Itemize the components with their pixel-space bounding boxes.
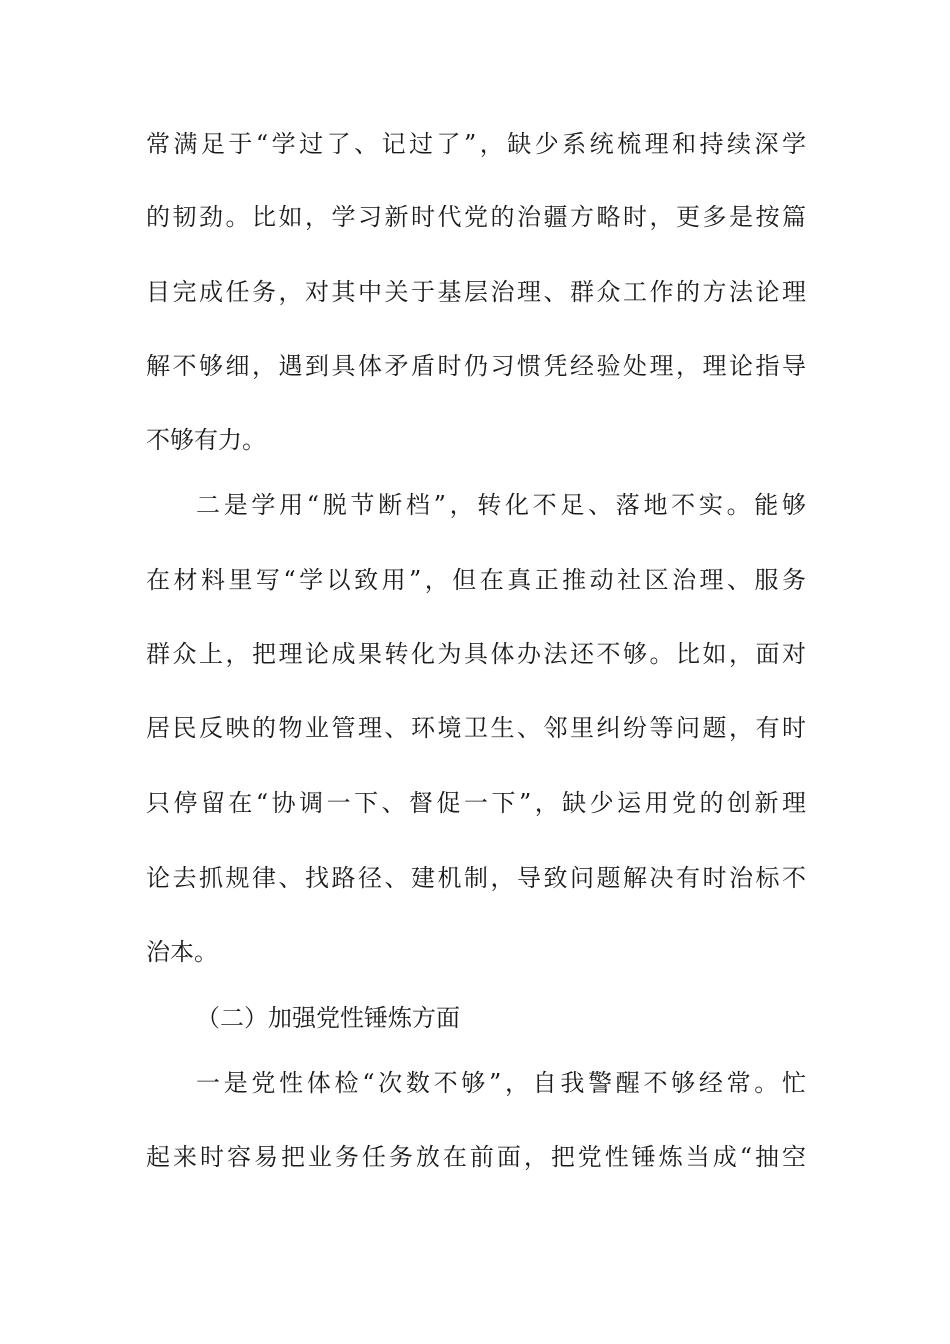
text-line-4: 解不够细，遇到具体矛盾时仍习惯凭经验处理，理论指导 bbox=[146, 352, 806, 380]
text-line-6: 二是学用“脱节断档”，转化不足、落地不实。能够 bbox=[196, 491, 806, 519]
text-line-14: 一是党性体检“次数不够”，自我警醒不够经常。忙 bbox=[196, 1069, 806, 1097]
text-line-12: 治本。 bbox=[146, 938, 218, 966]
section-heading: （二）加强党性锤炼方面 bbox=[196, 1004, 460, 1032]
text-line-9: 居民反映的物业管理、环境卫生、邻里纠纷等问题，有时 bbox=[146, 714, 806, 742]
text-line-11: 论去抓规律、找路径、建机制，导致问题解决有时治标不 bbox=[146, 864, 806, 892]
text-line-7: 在材料里写“学以致用”，但在真正推动社区治理、服务 bbox=[146, 566, 806, 594]
text-line-8: 群众上，把理论成果转化为具体办法还不够。比如，面对 bbox=[146, 640, 806, 668]
text-line-10: 只停留在“协调一下、督促一下”，缺少运用党的创新理 bbox=[146, 789, 806, 817]
text-line-3: 目完成任务，对其中关于基层治理、群众工作的方法论理 bbox=[146, 278, 806, 306]
text-line-1: 常满足于“学过了、记过了”，缺少系统梳理和持续深学 bbox=[146, 130, 806, 158]
text-line-5: 不够有力。 bbox=[146, 426, 266, 454]
text-line-2: 的韧劲。比如，学习新时代党的治疆方略时，更多是按篇 bbox=[146, 203, 806, 231]
text-line-15: 起来时容易把业务任务放在前面，把党性锤炼当成“抽空 bbox=[146, 1143, 806, 1171]
